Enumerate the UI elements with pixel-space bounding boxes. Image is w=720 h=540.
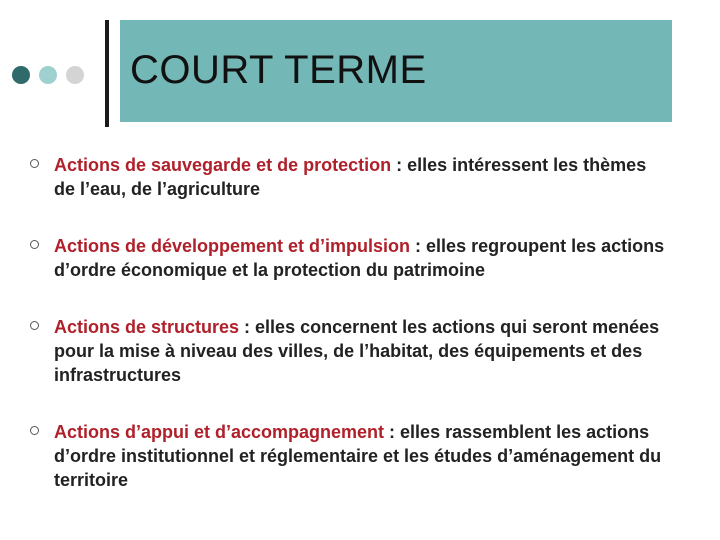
slide-title: COURT TERME <box>130 48 427 92</box>
dot-light-teal <box>39 66 57 84</box>
bullet-text: : elles rassemblent les actions d’ordre institutionnel et réglementaire et les études d’aménagement du territoire <box>54 422 662 490</box>
dot-grey <box>66 66 84 84</box>
bullet-list <box>30 153 670 492</box>
bullet-text: : elles concernent les actions qui seront menées pour la mise à niveau des villes, de l’habitat, des équipements et des infrastructures <box>54 317 660 385</box>
bullet-circle-icon <box>30 321 39 330</box>
bullet-term: Actions d’appui et d’accompagnement <box>54 422 385 442</box>
bullet-term: Actions de sauvegarde et de protection <box>54 155 392 175</box>
bullet-circle-icon <box>30 426 39 435</box>
bullet-item <box>30 234 670 282</box>
bullet-item <box>30 420 670 492</box>
bullet-term: Actions de structures <box>54 317 240 337</box>
bullet-circle-icon <box>30 240 39 249</box>
dot-dark <box>12 66 30 84</box>
bullet-text: : elles regroupent les actions d’ordre économique et la protection du patrimoine <box>54 236 665 280</box>
bullet-term: Actions de développement et d’impulsion <box>54 236 411 256</box>
decorative-dots <box>12 66 84 84</box>
bullet-item <box>30 315 670 387</box>
title-divider <box>105 20 109 127</box>
bullet-circle-icon <box>30 159 39 168</box>
bullet-text: : elles intéressent les thèmes de l’eau, de l’agriculture <box>54 155 647 199</box>
bullet-item <box>30 153 670 201</box>
